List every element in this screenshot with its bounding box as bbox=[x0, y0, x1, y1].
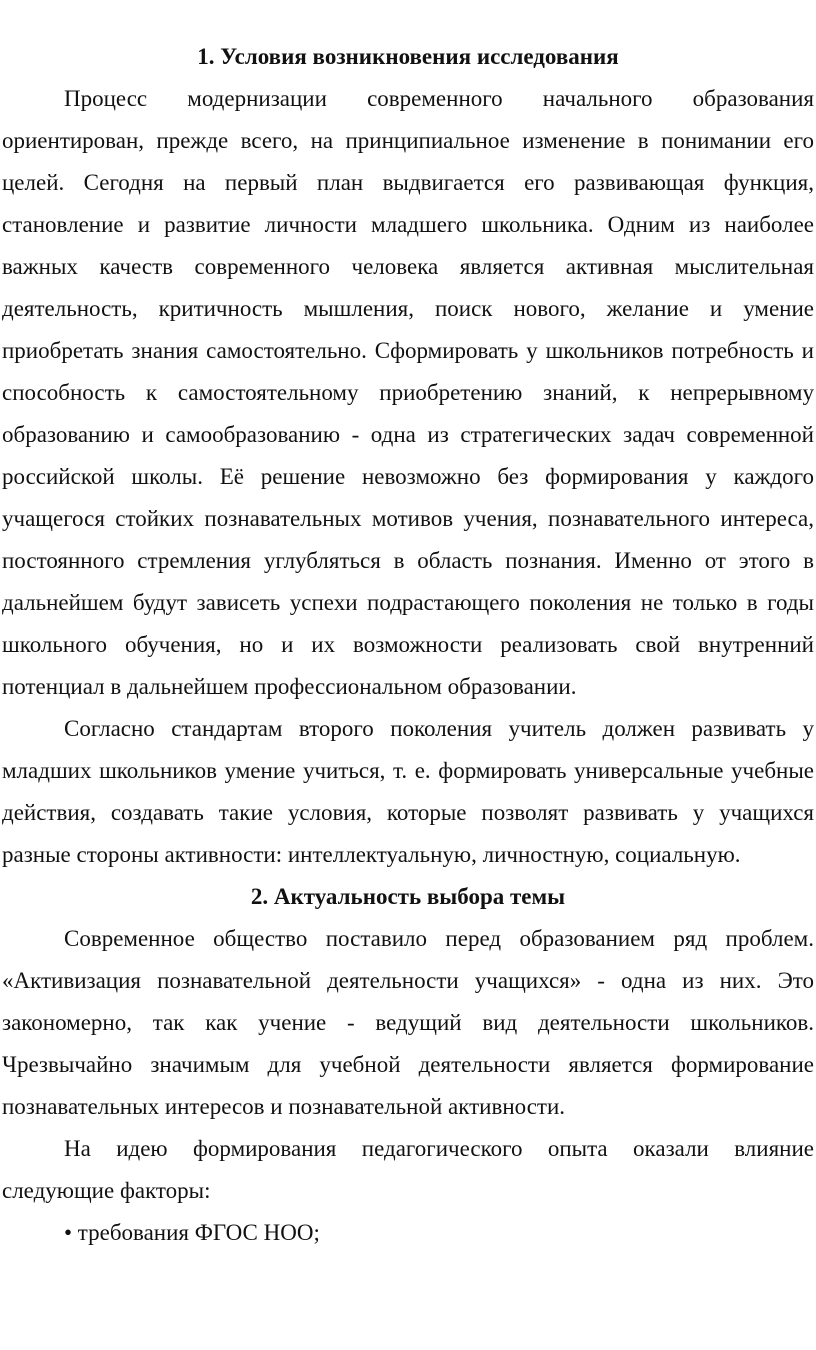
section-2-heading: 2. Актуальность выбора темы bbox=[250, 884, 566, 909]
section-2-paragraph-2: На идею формирования педагогического опыта оказали влияние следующие факторы: bbox=[2, 1136, 814, 1203]
section-1-heading: 1. Условия возникновения исследования bbox=[197, 44, 619, 69]
section-1-paragraph-2: Согласно стандартам второго поколения учитель должен развивать у младших школьников умение учиться, т. е. формировать универсальные учебные действия, создавать такие условия, которые позволят развивать у учащихся разные стороны активности: интеллектуальную, личностную, социальную. bbox=[2, 716, 814, 867]
section-1-paragraph-1: Процесс модернизации современного начального образования ориентирован, прежде всего, на принципиальное изменение в понимании его целей. Сегодня на первый план выдвигается его развивающая функция, становление и развитие личности младшего школьника. Одним из наиболее важных качеств современного человека является активная мыслительная деятельность, критичность мышления, поиск нового, желание и умение приобретать знания самостоятельно. Сформировать у школьников потребность и способность к самостоятельному приобретению знаний, к непрерывному образованию и самообразованию - одна из стратегических задач современной российской школы. Её решение невозможно без формирования у каждого учащегося стойких познавательных мотивов учения, познавательного интереса, постоянного стремления углубляться в область познания. Именно от этого в дальнейшем будут зависеть успехи подрастающего поколения не только в годы школьного обучения, но и их возможности реализовать свой внутренний потенциал в дальнейшем профессиональном образовании. bbox=[2, 86, 814, 699]
section-2-paragraph-1: Современное общество поставило перед образованием ряд проблем. «Активизация познавательной деятельности учащихся» - одна из них. Это закономерно, так как учение - ведущий вид деятельности школьников. Чрезвычайно значимым для учебной деятельности является формирование познавательных интересов и познавательной активности. bbox=[2, 926, 814, 1119]
document-page bbox=[0, 36, 816, 1254]
list-item: • требования ФГОС НОО; bbox=[64, 1220, 320, 1245]
